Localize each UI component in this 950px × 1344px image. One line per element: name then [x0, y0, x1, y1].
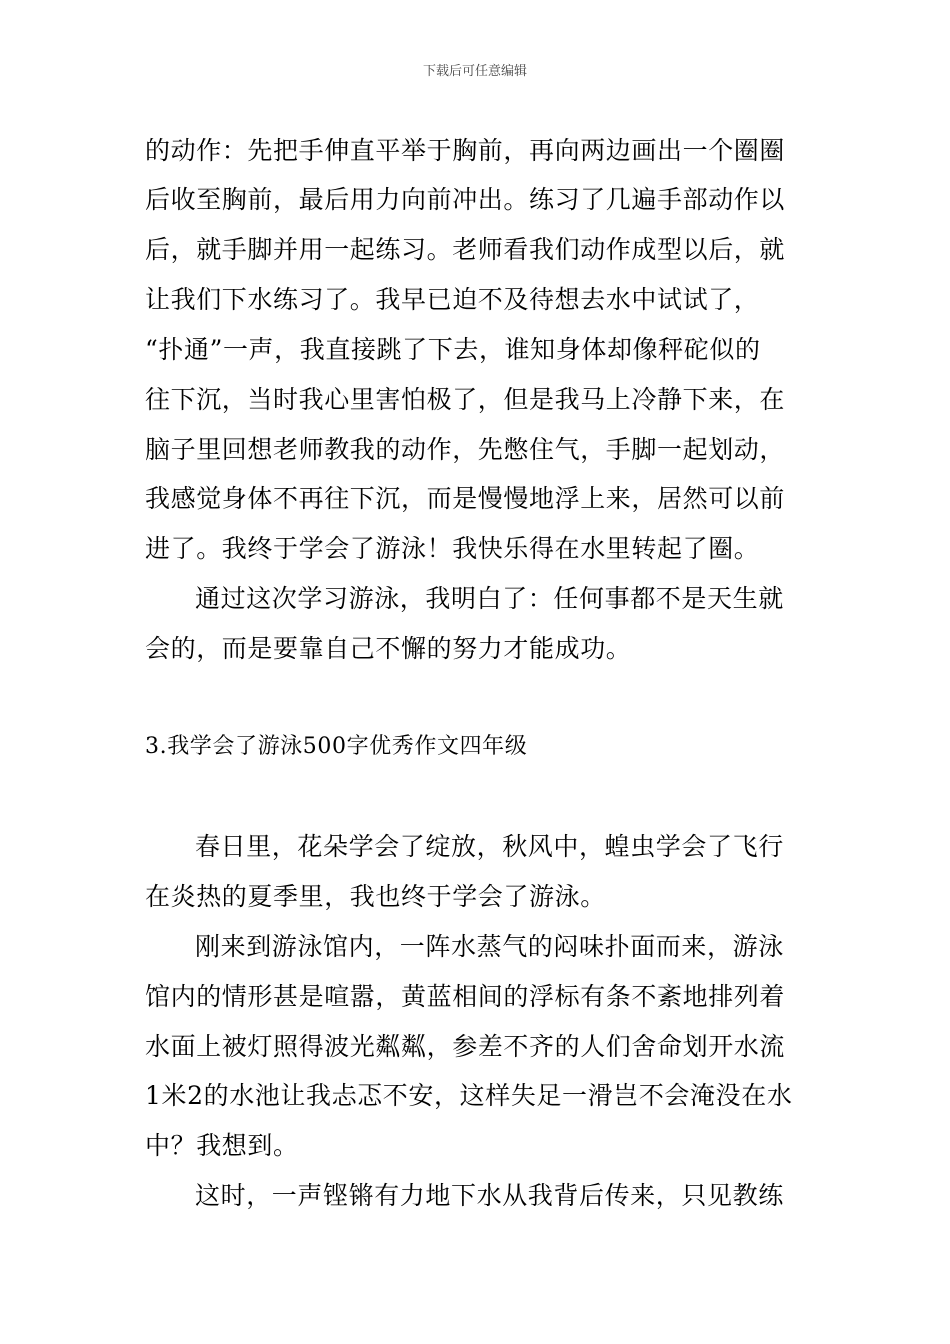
text-line: 春日里，花朵学会了绽放，秋风中，蝗虫学会了飞行 — [195, 832, 784, 861]
text-line: 水面上被灯照得波光粼粼，参差不齐的人们舍命划开水流 — [145, 1032, 786, 1061]
section-heading: 3.我学会了游泳500字优秀作文四年级 — [145, 734, 528, 759]
text-line: 中？我想到。 — [145, 1131, 299, 1160]
text-line: 的动作：先把手伸直平举于胸前，再向两边画出一个圈圈 — [145, 136, 786, 165]
text-line: “扑通”一声，我直接跳了下去，谁知身体却像秤砣似的 — [145, 335, 761, 364]
text-line: 后收至胸前，最后用力向前冲出。练习了几遍手部动作以 — [145, 185, 786, 214]
text-line: 进了。我终于学会了游泳！我快乐得在水里转起了圈。 — [145, 534, 760, 563]
text-line: 会的，而是要靠自己不懈的努力才能成功。 — [145, 634, 632, 663]
text-line: 馆内的情形甚是喧嚣，黄蓝相间的浮标有条不紊地排列着 — [145, 982, 786, 1011]
text-line: 脑子里回想老师教我的动作，先憋住气，手脚一起划动， — [145, 435, 786, 464]
text-line: 在炎热的夏季里，我也终于学会了游泳。 — [145, 882, 606, 911]
text-line: 这时，一声铿锵有力地下水从我背后传来，只见教练 — [195, 1181, 784, 1210]
text-line: 1米2的水池让我忐忑不安，这样失足一滑岂不会淹没在水 — [145, 1081, 793, 1110]
text-line: 让我们下水练习了。我早已迫不及待想去水中试试了， — [145, 285, 760, 314]
text-line: 我感觉身体不再往下沉，而是慢慢地浮上来，居然可以前 — [145, 484, 786, 513]
text-line: 往下沉，当时我心里害怕极了，但是我马上冷静下来，在 — [145, 385, 786, 414]
text-line: 刚来到游泳馆内，一阵水蒸气的闷味扑面而来，游泳 — [195, 932, 784, 961]
text-line: 通过这次学习游泳，我明白了：任何事都不是天生就 — [195, 584, 784, 613]
text-line: 后，就手脚并用一起练习。老师看我们动作成型以后，就 — [145, 235, 786, 264]
page-header: 下载后可任意编辑 — [422, 64, 527, 79]
